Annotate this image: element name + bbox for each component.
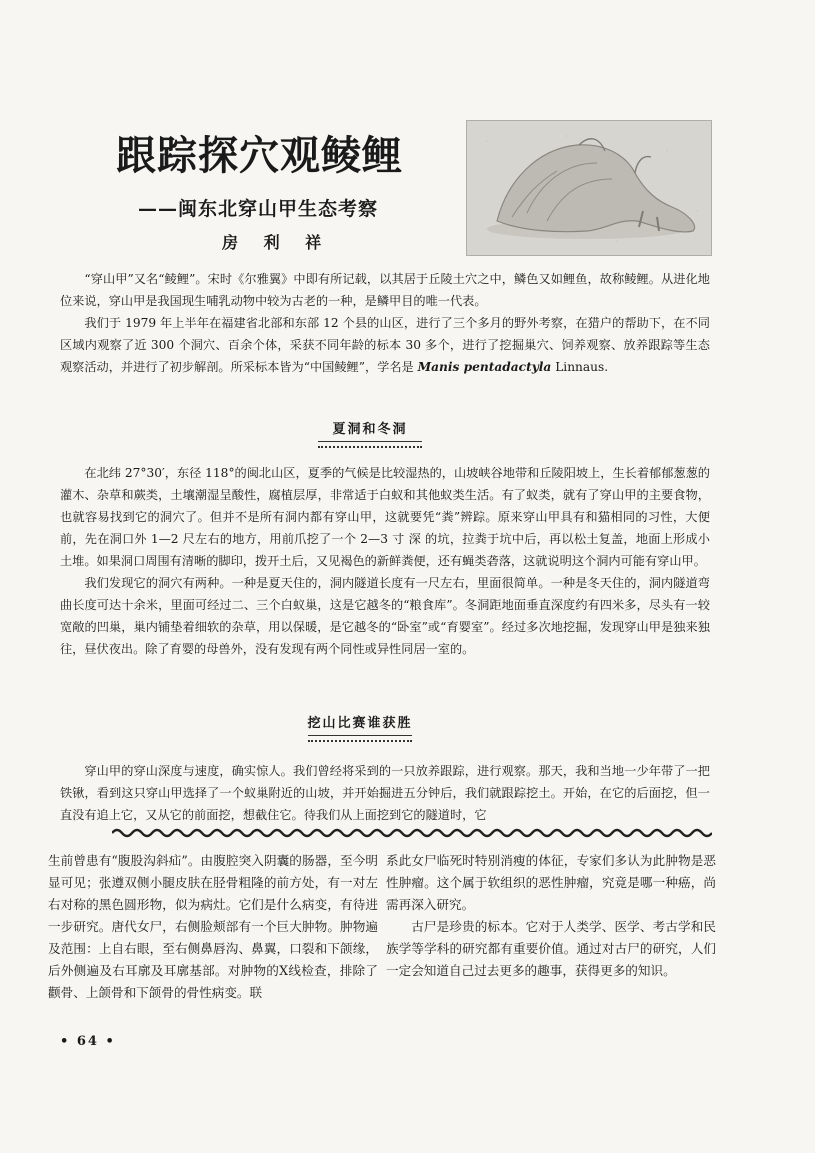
- pangolin-photo: [466, 120, 712, 256]
- intro-paragraph-1: “穿山甲”又名“鲮鲤”。宋时《尔雅翼》中即有所记载，以其居于丘陵土穴之中，鳞色又如鲤鱼，故称鲮鲤。从进化地位来说，穿山甲是我国现生哺乳动物中较为古老的一种，是鳞甲目的唯一代表。: [60, 272, 710, 308]
- left-column-text: 生前曾患有“腹股沟斜疝”。由腹腔突入阴囊的肠器，至今明显可见；张遵双侧小腿皮肤在胫骨粗隆的前方处，有一对左右对称的黑色圆形物，似为病灶。它们是什么病变，有待进一步研究。唐代女尸，右侧脸颊部有一个巨大肿物。肿物遍及范围：上自右眼，至右侧鼻唇沟、鼻翼，口裂和下颌缘，后外侧遍及右耳廓及耳廓基部。对肿物的X线检查，排除了颧骨、上颌骨和下颌骨的骨性病变。联: [48, 853, 378, 1000]
- scientific-name-author: Linnaus.: [551, 360, 609, 374]
- heading-underline: [318, 441, 422, 448]
- section-heading-digging-contest: [290, 712, 430, 742]
- section1-text: [60, 462, 710, 660]
- page-number: • 64 •: [60, 1034, 116, 1049]
- heading-underline: [308, 735, 412, 742]
- section-heading-text: 挖山比赛谁获胜: [307, 716, 413, 731]
- section2-text: [60, 760, 710, 826]
- article-subtitle: ——闽东北穿山甲生态考察: [138, 198, 379, 220]
- right-column-paragraph-1: 系此女尸临死时特别消瘦的体征，专家们多认为此肿物是恶性肿瘤。这个属于软组织的恶性肿瘤，究竟是哪一种癌，尚需再深入研究。: [386, 853, 716, 912]
- section1-paragraph-2: 我们发现它的洞穴有两种。一种是夏天住的，洞内隧道长度有一尺左右，里面很简单。一种是冬天住的，洞内隧道弯曲长度可达十余米，里面可经过二、三个白蚁巢，这是它越冬的“粮食库”。冬洞距地面垂直深度约有四米多，尽头有一较宽敞的凹巢，巢内铺垫着细软的杂草，用以保暖，是它越冬的“卧室”或“育婴室”。经过多次地挖掘，发现穿山甲是独来独往，昼伏夜出。除了育婴的母兽外，没有发现有两个同性或异性同居一室的。: [60, 576, 710, 656]
- continued-article-left-column: [48, 850, 378, 1004]
- section-heading-text: 夏洞和冬洞: [332, 422, 408, 437]
- article-title: 跟踪探穴观鲮鲤: [116, 132, 403, 179]
- scientific-name: Manis pentadactyla: [417, 360, 552, 374]
- section1-paragraph-1: 在北纬 27°30′，东径 118°的闽北山区，夏季的气候是比较湿热的，山坡峡谷地带和丘陵阳坡上，生长着郁郁葱葱的灌木、杂草和蕨类，土壤潮湿呈酸性，腐植层厚，非常适于白蚁和其他蚁类生活。有了蚁类，就有了穿山甲的主要食物，也就容易找到它的洞穴了。但并不是所有洞内都有穿山甲，这就要凭“粪”辨踪。原来穿山甲具有和猫相同的习性，大便前，先在洞口外 1—2 尺左右的地方，用前爪挖了一个 2—3 寸 深 的坑，拉粪于坑中后，再以松土复盖，地面上形成小土堆。如果洞口周围有清晰的脚印，拨开土后，又见褐色的新鲜粪便，还有蝇类砻落，这就说明这个洞内可能有穿山甲。: [60, 466, 710, 568]
- intro-paragraph-2: [60, 312, 710, 378]
- continued-article-right-column: [386, 850, 716, 982]
- intro-paragraph-2-text: 我们于 1979 年上半年在福建省北部和东部 12 个县的山区，进行了三个多月的野外考察，在猎户的帮助下，在不同区域内观察了近 300 个洞穴、百余个体，采获不同年龄的标本 30 多个，进行了挖掘巢穴、饲养观察、放养跟踪等生态观察活动，并进行了初步解剖。所采标本皆为“中国鲮鲤”，学名是: [60, 316, 710, 374]
- section2-paragraph-1: 穿山甲的穿山深度与速度，确实惊人。我们曾经将采到的一只放养跟踪，进行观察。那天，我和当地一少年带了一把铁锹，看到这只穿山甲选择了一个蚁巢附近的山坡，并开始掘进五分钟后，我们就跟踪挖土。开始，在它的后面挖，但一直没有追上它，又从它的前面挖，想截住它。待我们从上面挖到它的隧道时，它: [60, 764, 710, 822]
- intro-text: [60, 268, 710, 378]
- article-author: 房 利 祥: [222, 233, 332, 252]
- section-heading-summer-winter-burrows: [300, 418, 440, 448]
- wavy-divider: [112, 826, 712, 840]
- pangolin-illustration: [467, 121, 711, 255]
- right-column-paragraph-2: 古尸是珍贵的标本。它对于人类学、医学、考古学和民族学等学科的研究都有重要价值。通过对古尸的研究，人们一定会知道自己过去更多的趣事，获得更多的知识。: [386, 919, 716, 978]
